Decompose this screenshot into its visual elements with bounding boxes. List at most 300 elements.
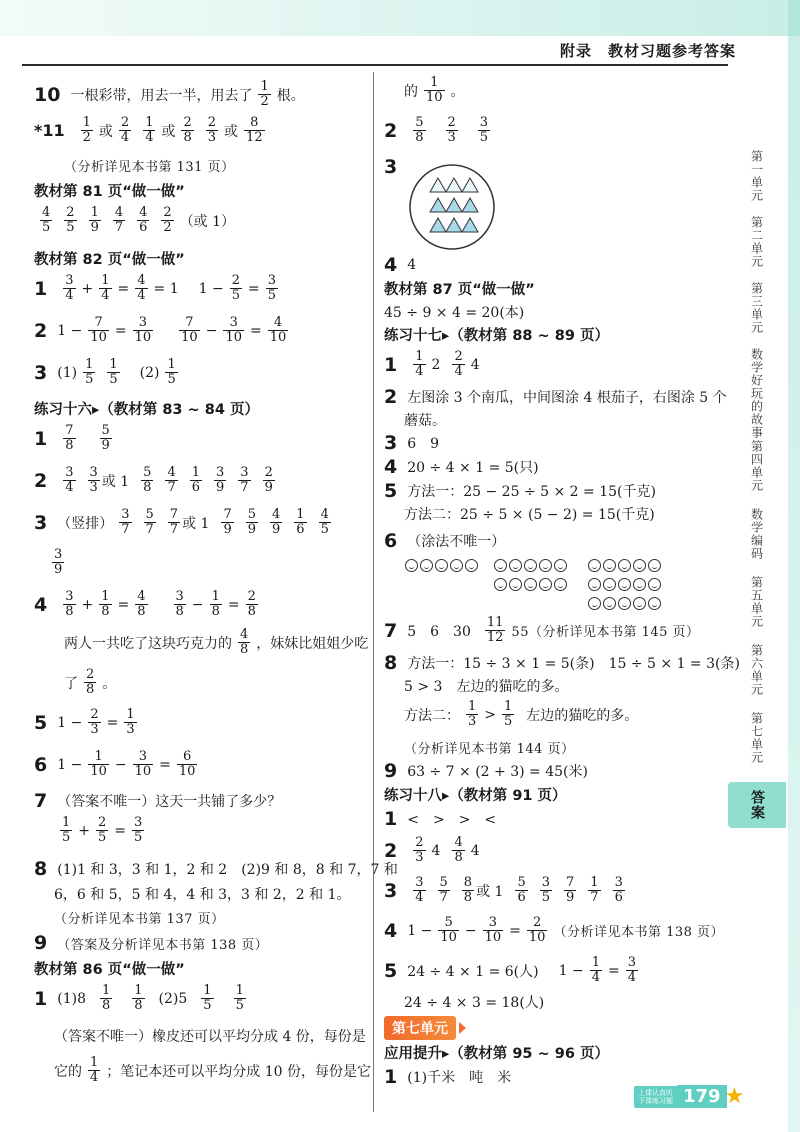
item-number: 1 <box>384 808 398 830</box>
item-number: 9 <box>34 932 48 954</box>
fraction: 4 5 <box>42 205 51 235</box>
operator: + <box>81 280 94 297</box>
answer-5 <box>384 480 656 502</box>
fraction: 3 8 <box>175 589 184 619</box>
item-text: （竖排） <box>57 515 114 532</box>
item-number: 4 <box>384 254 398 276</box>
tab-unit-7[interactable] <box>728 712 786 764</box>
smiley-icon <box>603 597 616 610</box>
item-number: 3 <box>384 156 398 178</box>
triangle-shaded <box>462 218 478 232</box>
answer-8b <box>384 652 740 674</box>
smiley-icon <box>524 578 537 591</box>
badge-arrow-icon <box>459 1022 466 1034</box>
item-text: 24 ÷ 4 × 1 = 6(人) <box>407 963 539 980</box>
fraction: 4 8 <box>454 835 463 865</box>
page-number: 179 <box>677 1085 727 1108</box>
fraction: 3 7 <box>240 465 249 495</box>
fraction: 1 5 <box>62 815 71 845</box>
answer-4b <box>384 456 539 478</box>
item-text: （或 1） <box>179 213 236 230</box>
fraction: 8 8 <box>463 875 473 905</box>
tab-math-story[interactable] <box>728 348 786 439</box>
item-text: 63 ÷ 7 × (2 + 3) = 45(米) <box>407 764 588 780</box>
operator: = <box>248 280 260 297</box>
answer-text <box>404 76 465 105</box>
item-number: 1 <box>34 277 48 300</box>
answer-row <box>384 116 496 145</box>
triangle-shaded <box>430 218 446 232</box>
column-divider <box>373 72 374 1112</box>
answer-1c <box>384 808 496 830</box>
tab-unit-6[interactable] <box>728 644 786 696</box>
section-heading: 教材第 86 页“做一做” <box>34 962 185 978</box>
item-number: 2 <box>384 119 398 142</box>
item-text: (1)1 和 3，3 和 1，2 和 2 (2)9 和 8，8 和 7，7 和 <box>57 862 398 878</box>
answer-row <box>46 548 70 577</box>
smiley-icon <box>648 597 661 610</box>
answer-text: 蘑菇。 <box>404 413 446 429</box>
item-text: 左图涂 3 个南瓜，中间图涂 4 根茄子，右图涂 5 个 <box>407 390 727 406</box>
item-number: 9 <box>384 760 398 782</box>
item-text: 方法一：15 ÷ 3 × 1 = 5(条) 15 ÷ 5 × 1 = 3(条) <box>407 656 740 672</box>
answer-row <box>54 816 150 845</box>
item-text: (1)8 <box>57 990 86 1007</box>
smiley-icon <box>648 559 661 572</box>
fraction: 3 5 <box>479 115 489 145</box>
analysis-note: （分析详见本书第 144 页） <box>404 742 575 757</box>
fraction: 1 4 <box>145 115 154 145</box>
answer-row <box>34 508 337 537</box>
tab-answers[interactable] <box>728 782 786 828</box>
item-number: 4 <box>384 919 398 942</box>
item-text: 6 9 <box>407 436 440 452</box>
or-text: 或 1 <box>101 473 130 490</box>
fraction: 5 9 <box>101 423 110 453</box>
analysis-note: （分析详见本书第 137 页） <box>54 912 225 927</box>
answer-row <box>34 750 203 779</box>
item-text: (2)5 <box>158 990 188 1007</box>
item-text: 了 <box>64 675 78 692</box>
operator: = <box>114 822 127 839</box>
item-text: 4 <box>431 842 441 859</box>
fraction: $\frac{5}{10}$ <box>440 915 457 945</box>
triangle-outline <box>462 178 478 192</box>
fraction: $\frac{1}{8}$ <box>101 589 110 619</box>
answer-7b <box>384 616 700 645</box>
item-number: 5 <box>384 959 398 982</box>
operator: 1 − <box>198 280 224 297</box>
fraction: 3 9 <box>216 465 225 495</box>
operator: = <box>159 756 171 773</box>
fraction: 1 7 <box>590 875 599 905</box>
operator: = <box>106 714 119 731</box>
fraction: $\frac{4}{8}$ <box>137 589 146 619</box>
operator: − <box>191 596 204 613</box>
item-number: 4 <box>384 456 398 478</box>
answer-row <box>34 206 235 235</box>
item-number: 3 <box>34 361 48 384</box>
smiley-icon <box>494 559 507 572</box>
answer-text <box>54 1056 371 1085</box>
fraction: 8 12 <box>246 115 263 145</box>
item-number: 3 <box>384 879 398 902</box>
tab-label: 第五单元 <box>749 576 764 628</box>
smiley-icon <box>603 578 616 591</box>
item-text: 方法一：25 − 25 ÷ 5 × 2 = 15(千克) <box>407 484 656 500</box>
answer-row <box>34 274 284 303</box>
smiley-faces-figure <box>404 558 667 615</box>
fraction: 7 9 <box>223 507 232 537</box>
operator: = <box>117 596 130 613</box>
answer-text <box>64 628 368 657</box>
fraction: $\frac{1}{3}$ <box>126 707 135 737</box>
header-title: 附录 教材习题参考答案 <box>559 42 736 60</box>
fraction: $\frac{1}{4}$ <box>101 273 110 303</box>
fraction: 1 8 <box>101 983 111 1013</box>
fraction: $\frac{3}{10}$ <box>225 315 242 345</box>
fraction: 2 4 <box>454 349 463 379</box>
fraction: 1 4 <box>90 1055 99 1085</box>
item-text: 2 <box>431 356 441 373</box>
smiley-icon <box>603 559 616 572</box>
fraction: $\frac{2}{5}$ <box>98 815 107 845</box>
item-text: (2) <box>139 364 160 381</box>
smiley-icon <box>509 578 522 591</box>
answer-9b <box>384 760 588 782</box>
item-text: 方法二： <box>404 707 460 724</box>
answer-4 <box>384 254 416 276</box>
answer-8 <box>34 858 398 880</box>
item-text: 左边的猫吃的多。 <box>526 707 639 724</box>
item-text: （涂法不唯一） <box>407 534 506 550</box>
smiley-icon <box>465 559 478 572</box>
item-number: 6 <box>34 753 48 776</box>
or-text: 或 1 <box>476 883 504 900</box>
footer-slogan <box>634 1086 677 1108</box>
smiley-icon <box>618 578 631 591</box>
answer-text: 方法二：25 ÷ 5 × (5 − 2) = 15(千克) <box>404 507 655 523</box>
fraction: 5 7 <box>145 507 154 537</box>
item-text: 55（分析详见本书第 145 页） <box>511 625 700 640</box>
fraction: $\frac{1}{8}$ <box>211 589 220 619</box>
section-heading: 练习十八▸（教材第 91 页） <box>384 788 567 804</box>
tab-label: 答案 <box>749 790 765 820</box>
fraction: 2 2 <box>163 205 172 235</box>
fraction: 1 5 <box>167 357 176 387</box>
item-number: 3 <box>384 432 398 454</box>
or-text: 或 <box>161 123 176 140</box>
fraction: 5 9 <box>247 507 256 537</box>
answer-row <box>34 358 184 387</box>
smiley-icon <box>618 597 631 610</box>
item-text: 20 ÷ 4 × 1 = 5(只) <box>407 460 539 476</box>
item-number: 3 <box>34 511 48 534</box>
footer-slogan-line: 上课认真听 <box>638 1088 673 1097</box>
fraction: 3 5 <box>541 875 550 905</box>
smiley-icon <box>633 559 646 572</box>
fraction: $\frac{2}{8}$ <box>247 589 256 619</box>
tab-label: 数学编码 <box>749 508 764 560</box>
operator: 1 − <box>407 922 433 939</box>
answer-text: 5 > 3 左边的猫吃的多。 <box>404 679 569 695</box>
fraction: 2 8 <box>86 667 95 697</box>
triangle-outline <box>446 178 462 192</box>
item-text: 根。 <box>276 87 305 104</box>
operator: = <box>227 596 240 613</box>
tab-unit-1[interactable] <box>728 150 786 202</box>
fraction: 4 5 <box>320 507 329 537</box>
fraction: 3 4 <box>415 875 424 905</box>
item-number: 5 <box>384 480 398 502</box>
fraction: 5 7 <box>439 875 448 905</box>
fraction: 7 8 <box>65 423 74 453</box>
fraction: $\frac{1}{4}$ <box>591 955 600 985</box>
operator: = <box>607 962 620 979</box>
operator: − <box>205 322 218 339</box>
answer-row <box>34 984 252 1013</box>
fraction: $\frac{1}{10}$ <box>90 749 107 779</box>
tab-unit-3[interactable] <box>728 282 786 334</box>
fraction: 2 4 <box>120 115 130 145</box>
fraction: $\frac{3}{10}$ <box>484 915 502 945</box>
smiley-icon <box>554 559 567 572</box>
fraction: 4 7 <box>114 205 124 235</box>
triangle-shaded <box>462 198 478 212</box>
item-text: 的 <box>404 83 418 100</box>
tab-label: 第四单元 <box>749 440 764 492</box>
tab-label: 第六单元 <box>749 644 764 696</box>
item-text: 它的 <box>54 1063 82 1080</box>
item-text: ；笔记本还可以平均分成 10 份，每份是它 <box>106 1063 371 1080</box>
page-edge-band <box>788 0 800 1132</box>
smiley-icon <box>539 559 552 572</box>
item-number: 4 <box>34 593 48 616</box>
answer-row <box>384 836 480 865</box>
item-number: *11 <box>34 121 65 140</box>
answer-row <box>34 316 294 345</box>
item-text: 4 <box>470 842 480 859</box>
fraction: 2 3 <box>207 115 217 145</box>
smiley-icon <box>633 597 646 610</box>
item-number: 7 <box>384 619 398 642</box>
fraction: 1 2 <box>260 79 269 109</box>
unit-badge: 第七单元 <box>384 1016 456 1040</box>
item-text: （答案不唯一）这天一共铺了多少？ <box>57 794 282 810</box>
item-number: 1 <box>384 1066 398 1088</box>
answer-10 <box>34 80 305 109</box>
fraction: 2 5 <box>66 205 75 235</box>
item-text: 4 <box>407 257 417 273</box>
face-group-left <box>404 558 479 577</box>
item-number: 2 <box>384 839 398 862</box>
fraction: 4 9 <box>272 507 281 537</box>
fraction: $\frac{2}{10}$ <box>528 915 546 945</box>
operator: 1 − <box>57 756 83 773</box>
tab-label: 第七单元 <box>749 712 764 764</box>
item-number: 1 <box>384 353 398 376</box>
star-icon: ★ <box>724 1084 745 1109</box>
operator: 1 − <box>57 322 83 339</box>
smiley-icon <box>554 578 567 591</box>
tab-label: 第二单元 <box>749 216 764 268</box>
smiley-icon <box>494 578 507 591</box>
operator: + <box>78 822 91 839</box>
fraction: 3 4 <box>65 465 74 495</box>
operator: = <box>117 280 130 297</box>
operator: 1 − <box>558 962 584 979</box>
smiley-icon <box>539 578 552 591</box>
smiley-icon <box>509 559 522 572</box>
fraction: $\frac{3}{10}$ <box>134 315 152 345</box>
item-text: < > > < <box>407 812 497 828</box>
fraction: $\frac{4}{10}$ <box>269 315 287 345</box>
answer-row <box>34 424 118 453</box>
fraction: 4 6 <box>139 205 148 235</box>
section-heading: 教材第 87 页“做一做” <box>384 282 535 298</box>
item-number: 5 <box>34 711 48 734</box>
tab-math-code[interactable] <box>728 508 786 560</box>
fraction: 1 4 <box>415 349 424 379</box>
item-number: 10 <box>34 83 61 106</box>
or-text: 或 <box>98 123 113 140</box>
fraction: $\frac{4}{4}$ <box>137 273 146 303</box>
fraction: 1 8 <box>134 983 143 1013</box>
fraction: 3 3 <box>89 465 98 495</box>
item-number: 7 <box>34 790 48 812</box>
smiley-icon <box>524 559 537 572</box>
triangle-shaded <box>446 198 462 212</box>
fraction: 3 7 <box>121 507 130 537</box>
face-group-middle <box>493 558 573 596</box>
operator: = <box>249 322 262 339</box>
answer-text: 45 ÷ 9 × 4 = 20(本) <box>384 305 525 321</box>
tab-label: 第三单元 <box>749 282 764 334</box>
answer-text: （答案不唯一）橡皮还可以平均分成 4 份，每份是 <box>54 1029 366 1045</box>
answer-row <box>34 590 264 619</box>
face-group-right <box>587 558 667 615</box>
fraction: 11 12 <box>486 615 504 645</box>
smiley-icon <box>633 578 646 591</box>
answer-text: 24 ÷ 4 × 3 = 18(人) <box>404 995 545 1011</box>
answer-11 <box>34 116 271 145</box>
smiley-icon <box>648 578 661 591</box>
answer-9 <box>34 932 268 954</box>
operator: = <box>509 922 521 939</box>
triangle-outline <box>430 178 446 192</box>
answer-row <box>34 708 143 737</box>
fraction: 2 3 <box>415 835 424 865</box>
smiley-icon <box>588 559 601 572</box>
fraction: $\frac{7}{10}$ <box>90 315 107 345</box>
answer-text <box>64 668 116 697</box>
fraction: 1 6 <box>191 465 200 495</box>
or-text: 或 1 <box>182 515 210 532</box>
section-heading: 应用提升▸（教材第 95 ~ 96 页） <box>384 1046 609 1062</box>
fraction: $\frac{3}{10}$ <box>134 749 152 779</box>
item-text: 。 <box>450 83 465 100</box>
smiley-icon <box>435 559 448 572</box>
answer-text: 6，6 和 5，5 和 4，4 和 3，3 和 2，2 和 1。 <box>54 887 351 903</box>
fraction: $\frac{3}{5}$ <box>134 815 143 845</box>
item-number: 8 <box>384 652 398 674</box>
fraction: 3 4 <box>65 273 74 303</box>
smiley-icon <box>588 597 601 610</box>
fraction: 1 2 <box>82 115 91 145</box>
item-text: （分析详见本书第 138 页） <box>553 925 725 940</box>
operator: + <box>81 596 94 613</box>
fraction: 2 8 <box>183 115 192 145</box>
smiley-icon <box>405 559 418 572</box>
fraction: $\frac{3}{5}$ <box>267 273 277 303</box>
fraction: 4 7 <box>167 465 176 495</box>
answer-2 <box>384 386 727 408</box>
tab-unit-2[interactable] <box>728 216 786 268</box>
fraction: 3 6 <box>614 875 623 905</box>
smiley-icon <box>588 578 601 591</box>
tab-unit-4[interactable] <box>728 440 786 492</box>
operator: − <box>464 922 477 939</box>
item-text: 4 <box>470 356 480 373</box>
section-heading: 教材第 81 页“做一做” <box>34 184 185 200</box>
fraction: 3 9 <box>54 547 63 577</box>
fraction: 2 3 <box>447 115 456 145</box>
header-rule <box>22 64 728 66</box>
item-text: 。 <box>102 675 117 692</box>
fraction: 1 5 <box>235 983 244 1013</box>
smiley-icon <box>420 559 433 572</box>
fraction: $\frac{3}{4}$ <box>627 955 636 985</box>
item-text: 一根彩带，用去一半，用去了 <box>70 87 253 104</box>
item-number: 1 <box>34 427 48 450</box>
item-text: 5 6 30 <box>407 623 471 640</box>
item-number: 2 <box>34 319 48 342</box>
analysis-note: （分析详见本书第 131 页） <box>64 160 235 175</box>
answer-6 <box>384 530 505 552</box>
or-text: 或 <box>224 123 239 140</box>
fraction: 1 5 <box>203 983 212 1013</box>
operator: > <box>484 706 497 723</box>
answer-row <box>384 876 631 905</box>
fraction: 1 6 <box>296 507 305 537</box>
fraction: 1 5 <box>85 357 94 387</box>
fraction: 1 9 <box>90 205 99 235</box>
item-number: 8 <box>34 858 48 880</box>
answer-row <box>384 956 644 985</box>
triangle-shaded <box>430 198 446 212</box>
fraction: 1 5 <box>504 699 513 729</box>
fraction: $\frac{2}{3}$ <box>90 707 99 737</box>
fraction: 1 5 <box>109 357 118 387</box>
item-text: ，妹妹比姐姐少吃 <box>256 635 369 652</box>
fraction: 5 6 <box>517 875 526 905</box>
page-footer <box>634 1084 744 1109</box>
operator: = <box>114 322 127 339</box>
fraction: 4 8 <box>240 627 249 657</box>
answer-7 <box>34 790 281 812</box>
tab-unit-5[interactable] <box>728 576 786 628</box>
answer-row <box>384 350 480 379</box>
item-text: 两人一共吃了这块巧克力的 <box>64 635 232 652</box>
smiley-icon <box>618 559 631 572</box>
footer-slogan-line: 下课练习题 <box>638 1096 673 1105</box>
fraction: $\frac{2}{5}$ <box>231 273 241 303</box>
section-heading: 练习十六▸（教材第 83 ~ 84 页） <box>34 402 259 418</box>
answer-row <box>34 466 281 495</box>
answer-1d <box>384 1066 511 1088</box>
answer-3 <box>384 156 407 178</box>
fraction: 3 8 <box>65 589 74 619</box>
